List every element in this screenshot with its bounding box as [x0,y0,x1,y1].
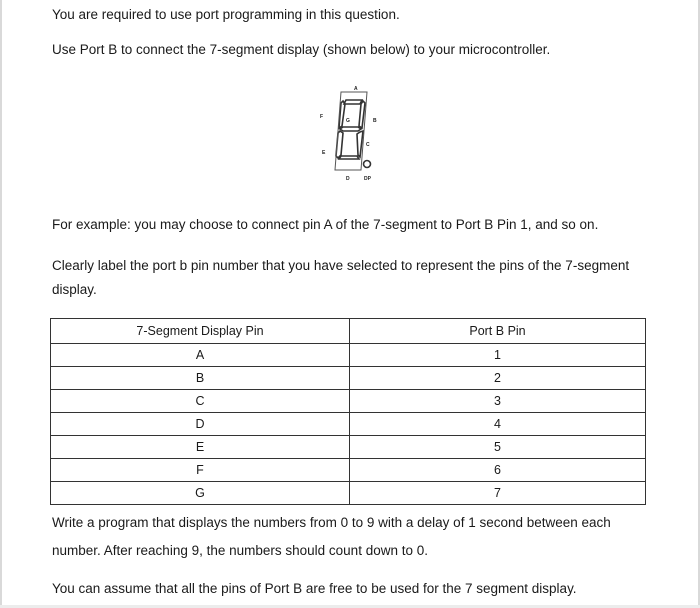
table-row [51,367,646,390]
segment-pin-cell: C [51,390,350,413]
port-pin-cell: 6 [350,459,646,482]
pin-mapping-table [50,318,646,505]
table-row [51,344,646,367]
label-e: E [322,150,326,156]
port-pin-cell: 5 [350,436,646,459]
segment-pin-cell: B [51,367,350,390]
label-c: C [366,142,370,148]
page-edge-left [0,0,2,608]
table-row [51,459,646,482]
segment-pin-cell: D [51,413,350,436]
header-segment-pin: 7-Segment Display Pin [51,319,350,344]
port-pin-cell: 3 [350,390,646,413]
table-row [51,413,646,436]
table-header-row [51,319,646,344]
port-pin-cell: 1 [350,344,646,367]
instruction-text: Use Port B to connect the 7-segment display (shown below) to your microcontroller. [52,42,551,57]
segment-pin-cell: F [51,459,350,482]
segment-dp-shape [364,161,371,168]
assumption-text: You can assume that all the pins of Port B are free to be used for the 7 segment display. [52,581,577,596]
segment-g-shape [340,127,361,131]
label-a: A [354,86,358,92]
seven-segment-drawing [316,82,384,190]
label-b: B [373,118,377,124]
label-dp: DP [364,176,371,182]
program-task-text: Write a program that displays the numbers from 0 to 9 with a delay of 1 second between each number. After reaching 9, the numbers should count down to 0. [52,515,611,558]
segment-a-shape [344,100,362,104]
intro-text: You are required to use port programming in this question. [52,7,400,22]
table-row [51,482,646,505]
segment-d-shape [339,156,359,159]
label-f: F [320,114,324,120]
table-row [51,436,646,459]
seven-segment-figure [316,82,384,190]
label-d: D [346,176,350,182]
segment-pin-cell: E [51,436,350,459]
port-pin-cell: 2 [350,367,646,390]
header-port-b-pin: Port B Pin [350,319,646,344]
port-pin-cell: 7 [350,482,646,505]
label-request-text: Clearly label the port b pin number that you have selected to represent the pins of the 7-segment display. [52,258,630,297]
table-row [51,390,646,413]
example-text: For example: you may choose to connect pin A of the 7-segment to Port B Pin 1, and so on. [52,217,599,232]
port-pin-cell: 4 [350,413,646,436]
segment-pin-cell: G [51,482,350,505]
label-g: G [346,118,350,124]
segment-pin-cell: A [51,344,350,367]
